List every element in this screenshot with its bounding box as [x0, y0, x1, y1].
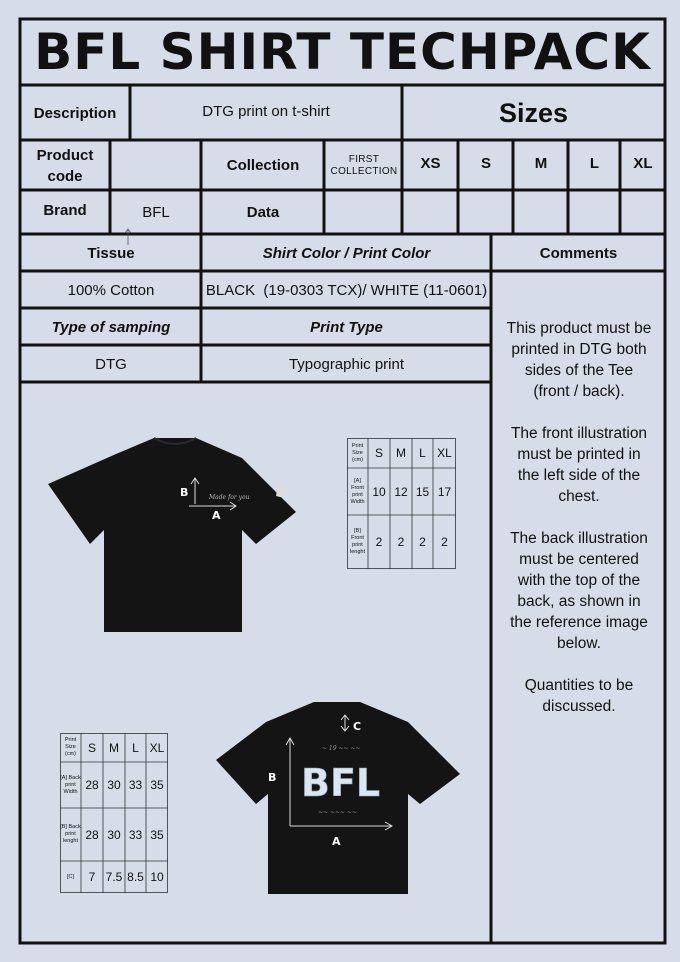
brand-value: BFL: [142, 204, 170, 221]
svg-text:Made for you: Made for you: [209, 494, 250, 501]
back-table-cell: 8.5: [127, 870, 144, 884]
back-table-cell: 33: [128, 778, 143, 792]
front-table-cell: 15: [415, 484, 430, 499]
back-table-cell: 28: [85, 778, 99, 792]
brand-label: Brand: [43, 202, 87, 219]
back-table-cell: 33: [128, 827, 143, 842]
size-l: L: [589, 155, 600, 172]
comments-label: Comments: [539, 244, 618, 262]
front-marker-a: A: [212, 509, 221, 522]
back-table-cell: 7.5: [105, 870, 123, 884]
back-table-cell: 35: [150, 778, 164, 792]
description-label: Description: [33, 104, 117, 122]
front-table-row-b-label: [B] Front print lenght: [350, 528, 365, 555]
svg-text:~~ ~~~ ~~: ~~ ~~~ ~~: [318, 809, 358, 816]
product-code-value[interactable]: [112, 142, 200, 189]
back-table-cell: 28: [85, 827, 99, 842]
back-table-cell: 7: [88, 870, 96, 884]
front-table-cell: 12: [394, 484, 408, 499]
back-table-row-b-label: [B] Back print lenght: [60, 824, 81, 844]
tissue-label: Tissue: [87, 244, 135, 262]
back-table-size-xl: XL: [149, 740, 165, 755]
back-table-size-s: S: [87, 740, 96, 755]
back-table-size-m: M: [109, 740, 119, 755]
comment-3: The back illustration must be centered with the top of the back, as shown in the reference image below.: [510, 530, 648, 652]
size-xl: XL: [633, 155, 653, 172]
sizes-header: Sizes: [498, 97, 569, 128]
print-type-value: Typographic print: [288, 355, 405, 373]
shirt-color-value: BLACK (19-0303 TCX)/ WHITE (11-0601): [205, 281, 488, 299]
back-print-logo: BFL: [301, 761, 381, 805]
comment-2: The front illustration must be printed in the left side of the chest.: [510, 425, 648, 505]
size-xs: XS: [420, 155, 441, 172]
front-table-size-xl: XL: [437, 446, 452, 460]
front-print-size-table: [347, 438, 456, 569]
front-table-cell: 17: [437, 484, 452, 499]
product-code-label: Product code: [36, 146, 94, 185]
back-marker-c: C: [353, 720, 362, 733]
svg-text:~ 19 ~~ ~~: ~ 19 ~~ ~~: [322, 745, 361, 752]
comment-1: This product must be printed in DTG both sides of the Tee (front / back).: [506, 320, 652, 400]
back-table-cell: 35: [150, 827, 164, 842]
front-table-cell: 2: [375, 535, 383, 549]
back-table-row-c-label: [C]: [66, 873, 75, 880]
size-m: M: [534, 155, 548, 172]
collection-label: Collection: [226, 157, 300, 174]
page-title: BFL SHIRT TECHPACK: [34, 23, 651, 81]
back-table-header: Print Size (cm): [64, 737, 77, 757]
front-table-cell: 2: [441, 535, 448, 549]
back-table-cell: 10: [150, 870, 164, 884]
back-table-cell: 30: [107, 827, 121, 842]
back-table-size-l: L: [132, 740, 139, 755]
collection-value: FIRST COLLECTION: [330, 153, 398, 177]
description-value: DTG print on t-shirt: [202, 102, 330, 120]
back-table-cell: 30: [107, 778, 121, 792]
size-s: S: [480, 155, 491, 172]
tissue-value: 100% Cotton: [67, 281, 155, 299]
data-value[interactable]: [326, 192, 400, 233]
back-marker-a: A: [332, 835, 341, 848]
back-marker-b: B: [268, 771, 277, 784]
front-marker-b: B: [180, 486, 189, 499]
front-table-cell: 2: [419, 535, 426, 549]
front-table-cell: 2: [397, 535, 405, 549]
print-type-label: Print Type: [310, 318, 383, 336]
front-table-cell: 10: [372, 484, 386, 499]
sampling-label: Type of samping: [51, 318, 171, 336]
back-print-size-table: [60, 733, 168, 893]
front-shirt-image: [46, 432, 302, 638]
shirt-color-label: Shirt Color / Print Color: [262, 244, 431, 262]
front-table-row-a-label: [A] Front print Width: [350, 477, 365, 505]
sampling-value: DTG: [95, 355, 127, 373]
front-table-size-m: M: [396, 446, 406, 460]
front-table-header: Print Size (cm): [351, 442, 364, 463]
comments-text: [506, 318, 652, 738]
back-shirt-image: [212, 700, 464, 898]
back-table-row-a-label: [A] Back print Width: [60, 774, 81, 795]
arrow-up-icon: [123, 226, 133, 246]
comment-4: Quantities to be discussed.: [524, 677, 634, 715]
front-table-size-l: L: [419, 446, 426, 460]
front-table-size-s: S: [374, 446, 383, 460]
data-label: Data: [246, 204, 280, 221]
